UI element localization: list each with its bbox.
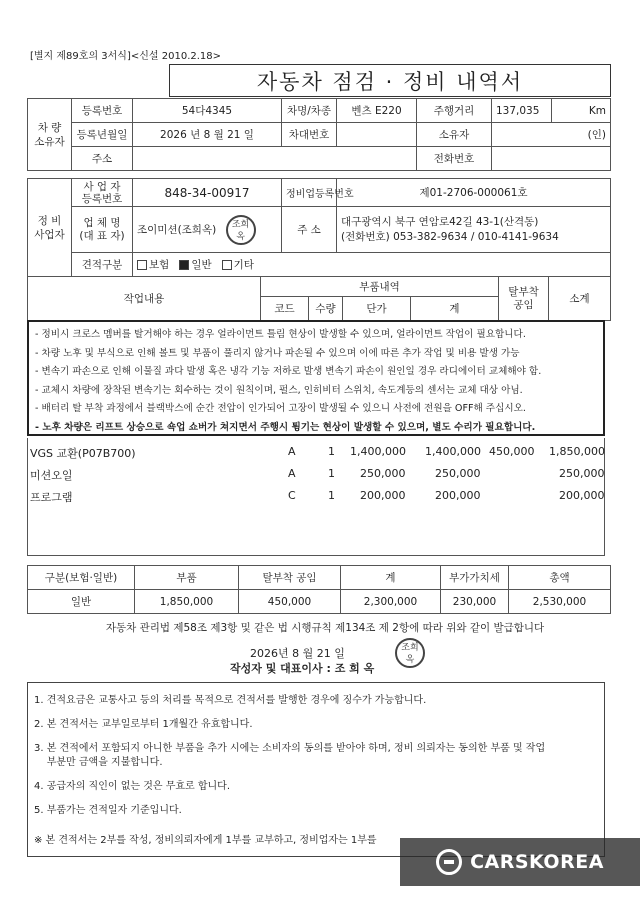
watermark-text: CARSKOREA bbox=[470, 851, 604, 873]
shop-reg-value: 제01-2706-000061호 bbox=[337, 179, 611, 207]
shop-address-line1: 대구광역시 북구 연암로42길 43-1(산격동) bbox=[341, 215, 539, 228]
item-total: 250,000 bbox=[435, 467, 481, 480]
item-subtotal: 1,850,000 bbox=[549, 445, 605, 458]
company-seal: 조희 옥 bbox=[226, 215, 256, 245]
shop-address-label: 주 소 bbox=[282, 207, 337, 253]
terms-line: 부분만 금액을 지불합니다. bbox=[34, 757, 163, 768]
phone-label: 전화번호 bbox=[417, 147, 492, 171]
summary-value-grand: 2,530,000 bbox=[509, 590, 611, 614]
shop-section-label: 정 비 사업자 bbox=[28, 179, 72, 277]
biz-no-label: 사 업 자 등록번호 bbox=[72, 179, 133, 207]
owner-table bbox=[27, 98, 611, 171]
notice-line: - 배터리 탈 부착 과정에서 블랙박스에 순간 전압이 인가되어 고장이 발생될 수 있으니 사전에 전원을 OFF해 주십시오. bbox=[35, 403, 526, 415]
terms-box bbox=[27, 682, 605, 857]
legal-statement: 자동차 관리법 제58조 제3항 및 같은 법 시행규칙 제134조 제 2항에 따라 위와 같이 발급합니다 bbox=[105, 622, 545, 634]
phone-value bbox=[492, 147, 611, 171]
item-unit-price: 200,000 bbox=[360, 489, 406, 502]
estimate-type-other[interactable]: 기타 bbox=[222, 259, 254, 271]
labor-label: 탈부착 공임 bbox=[499, 277, 549, 321]
item-code: C bbox=[288, 489, 296, 502]
company-label: 업 체 명 (대 표 자) bbox=[72, 207, 133, 253]
total-label: 계 bbox=[411, 297, 499, 321]
code-label: 코드 bbox=[261, 297, 309, 321]
author-line: 작성자 및 대표이사 : 조 희 옥 bbox=[230, 662, 375, 675]
carskorea-watermark bbox=[400, 838, 640, 886]
model-value: 벤츠 E220 bbox=[337, 99, 417, 123]
table-row bbox=[28, 443, 606, 463]
notice-line: - 교체시 차량에 장착된 변속기는 회수하는 것이 원칙이며, 펄스, 인히비터 스위치, 속도계등의 센서는 교체 대상 아님. bbox=[35, 384, 523, 396]
subtotal-label: 소계 bbox=[549, 277, 611, 321]
item-subtotal: 250,000 bbox=[559, 467, 605, 480]
item-code: A bbox=[288, 445, 296, 458]
issue-date: 2026년 8 월 21 일 bbox=[250, 647, 345, 660]
terms-line: 2. 본 견적서는 교부일로부터 1개월간 유효합니다. bbox=[34, 719, 253, 730]
item-qty: 1 bbox=[328, 445, 335, 458]
terms-line: 4. 공급자의 직인이 없는 것은 무효로 합니다. bbox=[34, 781, 231, 792]
notice-line: - 차량 노후 및 부식으로 인해 볼트 및 부품이 풀리지 않거나 파손될 수 있으며 이에 따른 추가 작업 및 비용 발생 가능 bbox=[35, 347, 520, 359]
address-label: 주소 bbox=[72, 147, 133, 171]
qty-label: 수량 bbox=[309, 297, 343, 321]
shop-table bbox=[27, 178, 611, 277]
terms-line: 3. 본 견적에서 포함되지 아니한 부품을 추가 시에는 소비자의 동의를 받아야 하며, 정비 의뢰자는 동의한 부품 및 작업 bbox=[34, 743, 546, 754]
shop-address-line2: (전화번호) 053-382-9634 / 010-4141-9634 bbox=[341, 230, 559, 243]
summary-header-type: 구분(보험·일반) bbox=[28, 566, 135, 590]
author-seal: 조희 옥 bbox=[395, 638, 425, 668]
item-subtotal: 200,000 bbox=[559, 489, 605, 502]
summary-header-vat: 부가가치세 bbox=[441, 566, 509, 590]
item-name: VGS 교환(P07B700) bbox=[30, 447, 136, 460]
item-name: 프로그램 bbox=[30, 491, 73, 504]
notice-box bbox=[27, 320, 605, 436]
item-unit-price: 250,000 bbox=[360, 467, 406, 480]
item-name: 미션오일 bbox=[30, 469, 73, 482]
terms-line: 1. 견적요금은 교통사고 등의 처리를 목적으로 견적서를 발행한 경우에 징수가 가능합니다. bbox=[34, 695, 427, 706]
item-qty: 1 bbox=[328, 489, 335, 502]
reg-date-value: 2026 년 8 월 21 일 bbox=[133, 123, 282, 147]
item-total: 1,400,000 bbox=[425, 445, 481, 458]
notice-line: - 정비시 크로스 멤버를 탈거해야 하는 경우 얼라이먼트 틀림 현상이 발생할 수 있으며, 얼라이먼트 작업이 필요합니다. bbox=[35, 329, 526, 340]
owner-label: 소유자 bbox=[417, 123, 492, 147]
summary-header-parts: 부품 bbox=[135, 566, 239, 590]
address-value bbox=[133, 147, 417, 171]
chassis-label: 차대번호 bbox=[282, 123, 337, 147]
estimate-type-general[interactable]: 일반 bbox=[179, 259, 211, 271]
summary-value-type: 일반 bbox=[28, 590, 135, 614]
summary-header-labor: 탈부착 공임 bbox=[239, 566, 341, 590]
checkbox-empty-icon bbox=[137, 260, 147, 270]
owner-seal-mark: (인) bbox=[492, 123, 611, 147]
company-name: 조이미션(조희옥) bbox=[137, 223, 217, 236]
parts-label: 부품내역 bbox=[261, 277, 499, 297]
summary-value-sum: 2,300,000 bbox=[341, 590, 441, 614]
summary-value-parts: 1,850,000 bbox=[135, 590, 239, 614]
estimate-type-insurance[interactable]: 보험 bbox=[137, 259, 169, 271]
item-qty: 1 bbox=[328, 467, 335, 480]
reg-no-label: 등록번호 bbox=[72, 99, 133, 123]
model-label: 차명/차종 bbox=[282, 99, 337, 123]
summary-value-labor: 450,000 bbox=[239, 590, 341, 614]
mileage-value: 137,035 bbox=[492, 99, 552, 123]
mileage-label: 주행거리 bbox=[417, 99, 492, 123]
item-code: A bbox=[288, 467, 296, 480]
chassis-value bbox=[337, 123, 417, 147]
mileage-unit: Km bbox=[552, 99, 611, 123]
table-row bbox=[28, 487, 606, 507]
summary-header-sum: 계 bbox=[341, 566, 441, 590]
reg-no-value: 54다4345 bbox=[133, 99, 282, 123]
car-logo-icon bbox=[436, 849, 462, 875]
document-title: 자동차 점검 · 정비 내역서 bbox=[169, 64, 611, 97]
item-labor: 450,000 bbox=[489, 445, 535, 458]
notice-line: - 노후 차량은 리프트 상승으로 쇽업 쇼버가 쳐지면서 주행시 튕기는 현상이 발생할 수 있으며, 별도 수리가 필요합니다. bbox=[35, 421, 536, 433]
summary-table bbox=[27, 565, 611, 614]
table-row bbox=[28, 465, 606, 485]
summary-header-grand: 총액 bbox=[509, 566, 611, 590]
owner-section-label: 차 량 소유자 bbox=[28, 99, 72, 171]
terms-line: 5. 부품가는 견적일자 기준입니다. bbox=[34, 805, 182, 816]
item-unit-price: 1,400,000 bbox=[350, 445, 406, 458]
terms-line: ※ 본 견적서는 2부를 작성, 정비의뢰자에게 1부를 교부하고, 정비업자는 1부를 bbox=[34, 835, 377, 846]
work-label: 작업내용 bbox=[28, 277, 261, 321]
notice-line: - 변속기 파손으로 인해 이물질 과다 발생 혹은 냉각 기능 저하로 발생 변속기 파손이 원인일 경우 라디에이터 교체해야 함. bbox=[35, 366, 542, 378]
reg-date-label: 등록년월일 bbox=[72, 123, 133, 147]
summary-value-vat: 230,000 bbox=[441, 590, 509, 614]
biz-no-value: 848-34-00917 bbox=[133, 179, 282, 207]
item-total: 200,000 bbox=[435, 489, 481, 502]
checkbox-empty-icon bbox=[222, 260, 232, 270]
estimate-type-label: 견적구분 bbox=[72, 253, 133, 277]
items-area bbox=[27, 438, 605, 556]
checkbox-filled-icon bbox=[179, 260, 189, 270]
work-header-table bbox=[27, 276, 611, 321]
unit-price-label: 단가 bbox=[343, 297, 411, 321]
shop-reg-label: 정비업등록번호 bbox=[282, 179, 337, 207]
form-number-note: [별지 제89호의 3서식]<신설 2010.2.18> bbox=[30, 51, 222, 62]
